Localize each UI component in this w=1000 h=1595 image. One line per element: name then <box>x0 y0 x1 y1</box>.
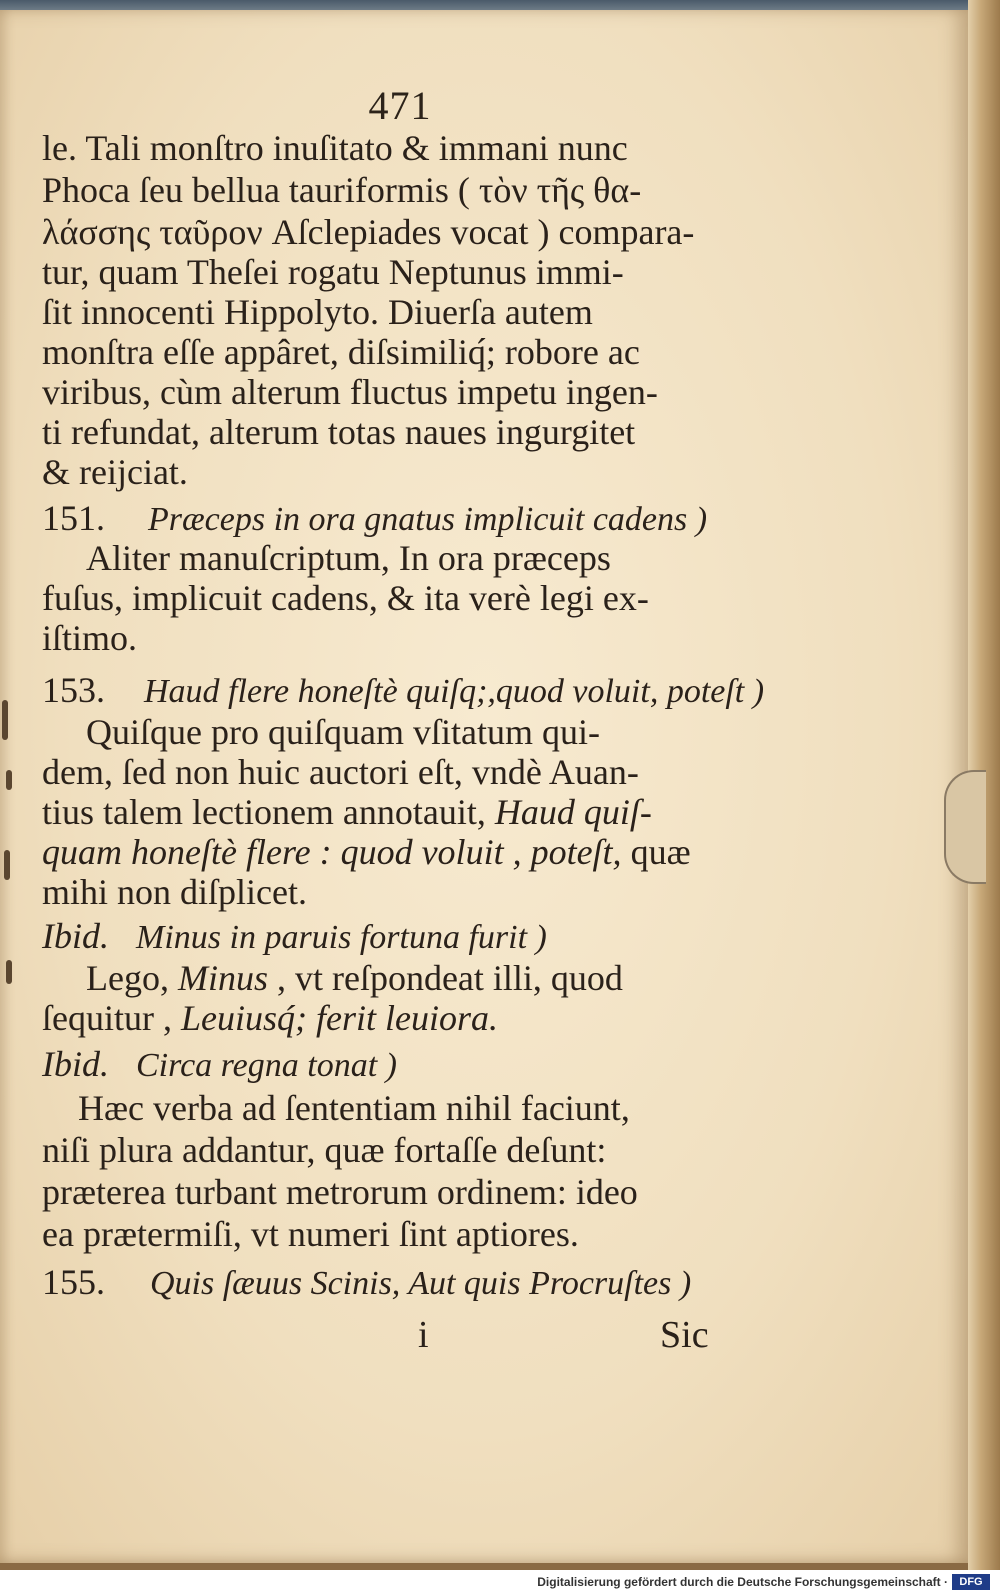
text-line: tur, quam Theſei rogatu Neptunus immi- <box>42 252 624 292</box>
lemma: Circa regna tonat ) <box>136 1047 397 1084</box>
italic-span: Haud quiſ- <box>494 792 652 832</box>
text-line: & reijciat. <box>42 452 188 492</box>
text-span: , vt reſpondeat illi, quod <box>267 958 623 998</box>
note-number: 155. <box>42 1262 105 1302</box>
funding-credit: Digitalisierung gefördert durch die Deutsche Forschungsgemeinschaft · <box>537 1575 948 1589</box>
clasp-icon <box>944 770 986 884</box>
note-heading <box>42 916 742 958</box>
text-line: præterea turbant metrorum ordinem: ideo <box>42 1172 638 1212</box>
note-heading <box>42 670 765 712</box>
lemma: Quis ſæuus Scinis, Aut quis Procruſtes ) <box>150 1265 692 1302</box>
italic-span: Minus <box>177 958 268 998</box>
italic-span: quam honeſtè flere : quod voluit , poteſt, <box>42 832 622 872</box>
note-heading <box>42 1044 742 1086</box>
text-line: fuſus, implicuit cadens, & ita verè legi ex- <box>42 578 649 618</box>
text-line: Quiſque pro quiſquam vſitatum qui- <box>86 712 600 752</box>
text-line <box>42 832 742 872</box>
lemma: Haud flere honeſtè quiſq;,quod voluit, poteſt ) <box>144 673 765 710</box>
text-span: quæ <box>621 832 691 872</box>
lemma: Præceps in ora gnatus implicuit cadens ) <box>148 501 708 538</box>
text-line: dem, ſed non huic auctori eſt, vndè Auan- <box>42 752 639 792</box>
text-line: viribus, cùm alterum fluctus impetu ingen- <box>42 372 658 412</box>
text-line: ea prætermiſi, vt numeri ſint aptiores. <box>42 1214 579 1254</box>
lemma: Minus in paruis fortuna furit ) <box>136 919 547 956</box>
text-span: ſequitur , <box>42 998 181 1038</box>
margin-mark <box>4 850 10 880</box>
text-line <box>86 958 786 998</box>
italic-span: Leuiusq́; ferit leuiora. <box>180 998 498 1038</box>
note-number: 151. <box>42 498 105 538</box>
text-line: ſit innocenti Hippolyto. Diuerſa autem <box>42 292 593 332</box>
text-line <box>42 998 742 1038</box>
footer-bar <box>0 1570 1000 1595</box>
text-line: monſtra eſſe appâret, diſsimiliq́; robore ac <box>42 332 640 372</box>
text-line: mihi non diſplicet. <box>42 872 307 912</box>
text-line: ti refundat, alterum totas naues ingurgitet <box>42 412 636 452</box>
text-line: Hæc verba ad ſententiam nihil faciunt, <box>78 1088 630 1128</box>
text-line: le. Tali monſtro inuſitato & immani nunc <box>42 128 628 168</box>
page-number: 471 <box>368 83 432 128</box>
note-number: Ibid. <box>42 1044 109 1084</box>
text-line: Phoca ſeu bellua tauriformis ( τὸν τῆς θα- <box>42 170 642 210</box>
margin-mark <box>6 770 12 790</box>
text-line: Aliter manuſcriptum, In ora præceps <box>86 538 611 578</box>
margin-mark <box>2 700 8 740</box>
text-span: tius talem lectionem annotauit, <box>42 792 495 832</box>
note-heading <box>42 1262 742 1304</box>
dfg-logo-icon: DFG <box>952 1574 990 1590</box>
book-top-edge <box>0 0 1000 10</box>
text-line: niſi plura addantur, quæ fortaſſe deſunt: <box>42 1130 607 1170</box>
text-line: λάσσης ταῦρον Aſclepiades vocat ) compara- <box>42 212 695 252</box>
text-line <box>42 792 742 832</box>
text-span: Lego, <box>86 958 178 998</box>
catchword: Sic <box>660 1314 709 1356</box>
note-heading <box>42 498 742 540</box>
text-line: iſtimo. <box>42 618 138 658</box>
note-number: 153. <box>42 670 105 710</box>
signature-mark: i <box>418 1314 429 1356</box>
margin-mark <box>6 960 12 984</box>
note-number: Ibid. <box>42 916 109 956</box>
